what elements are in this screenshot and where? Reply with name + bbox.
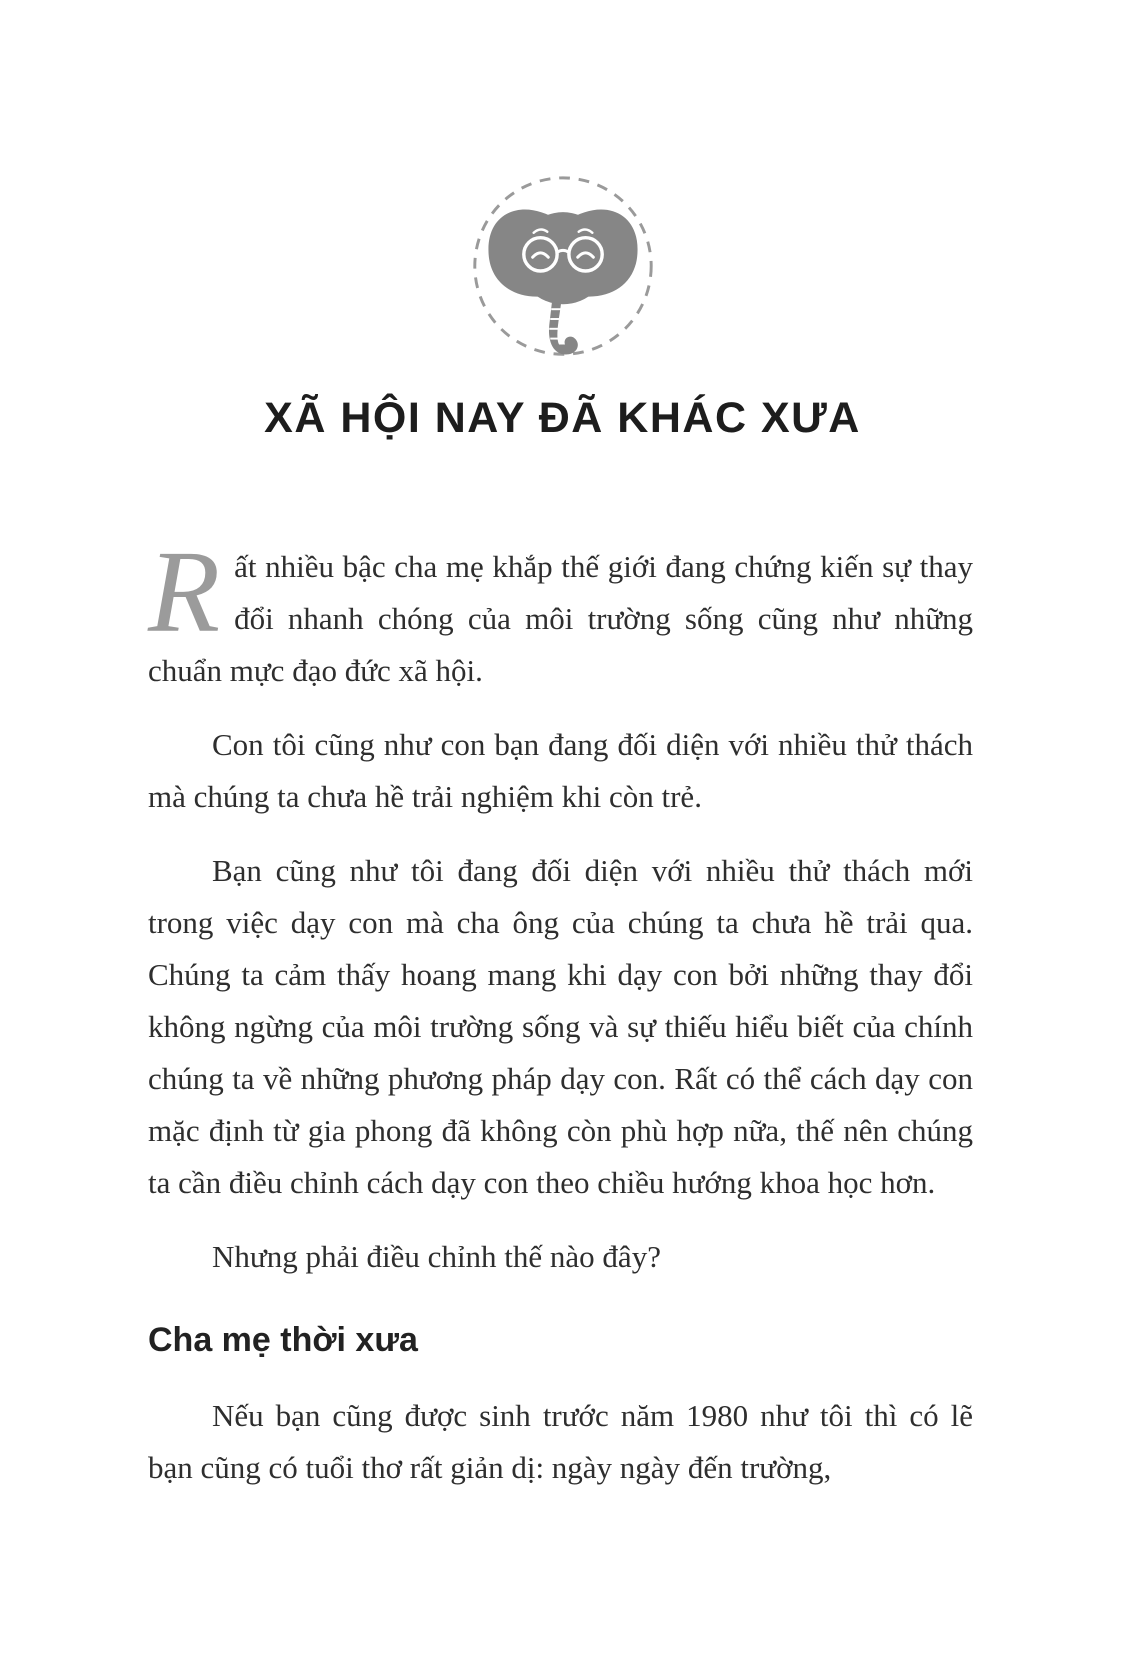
logo-container [0, 0, 1125, 368]
paragraph-4: Nhưng phải điều chỉnh thế nào đây? [212, 1239, 661, 1274]
paragraph-1 [148, 526, 973, 697]
paragraph-5: Nếu bạn cũng được sinh trước năm 1980 như tôi thì có lẽ bạn cũng có tuổi thơ rất giản dị: ngày ngày đến trường, [148, 1398, 973, 1485]
section-heading: Cha mẹ thời xưa [148, 1321, 418, 1359]
elephant-logo-icon [465, 172, 661, 368]
chapter-title: XÃ HỘI NAY ĐÃ KHÁC XƯA [264, 394, 861, 442]
drop-cap: R [148, 526, 221, 657]
paragraph-2: Con tôi cũng như con bạn đang đối diện với nhiều thử thách mà chúng ta chưa hề trải nghiệm khi còn trẻ. [148, 727, 973, 814]
paragraph-1-text: ất nhiều bậc cha mẹ khắp thế giới đang chứng kiến sự thay đổi nhanh chóng của môi trường sống cũng như những chuẩn mực đạo đức xã hội. [148, 549, 973, 688]
paragraph-3: Bạn cũng như tôi đang đối diện với nhiều thử thách mới trong việc dạy con mà cha ông của chúng ta chưa hề trải qua. Chúng ta cảm thấy hoang mang khi dạy con bởi những thay đổi không ngừng của môi trường sống và sự thiếu hiểu biết của chính chúng ta về những phương pháp dạy con. Rất có thể cách dạy con mặc định từ gia phong đã không còn phù hợp nữa, thế nên chúng ta cần điều chỉnh cách dạy con theo chiều hướng khoa học hơn. [148, 853, 973, 1200]
body-text [0, 526, 1125, 1494]
